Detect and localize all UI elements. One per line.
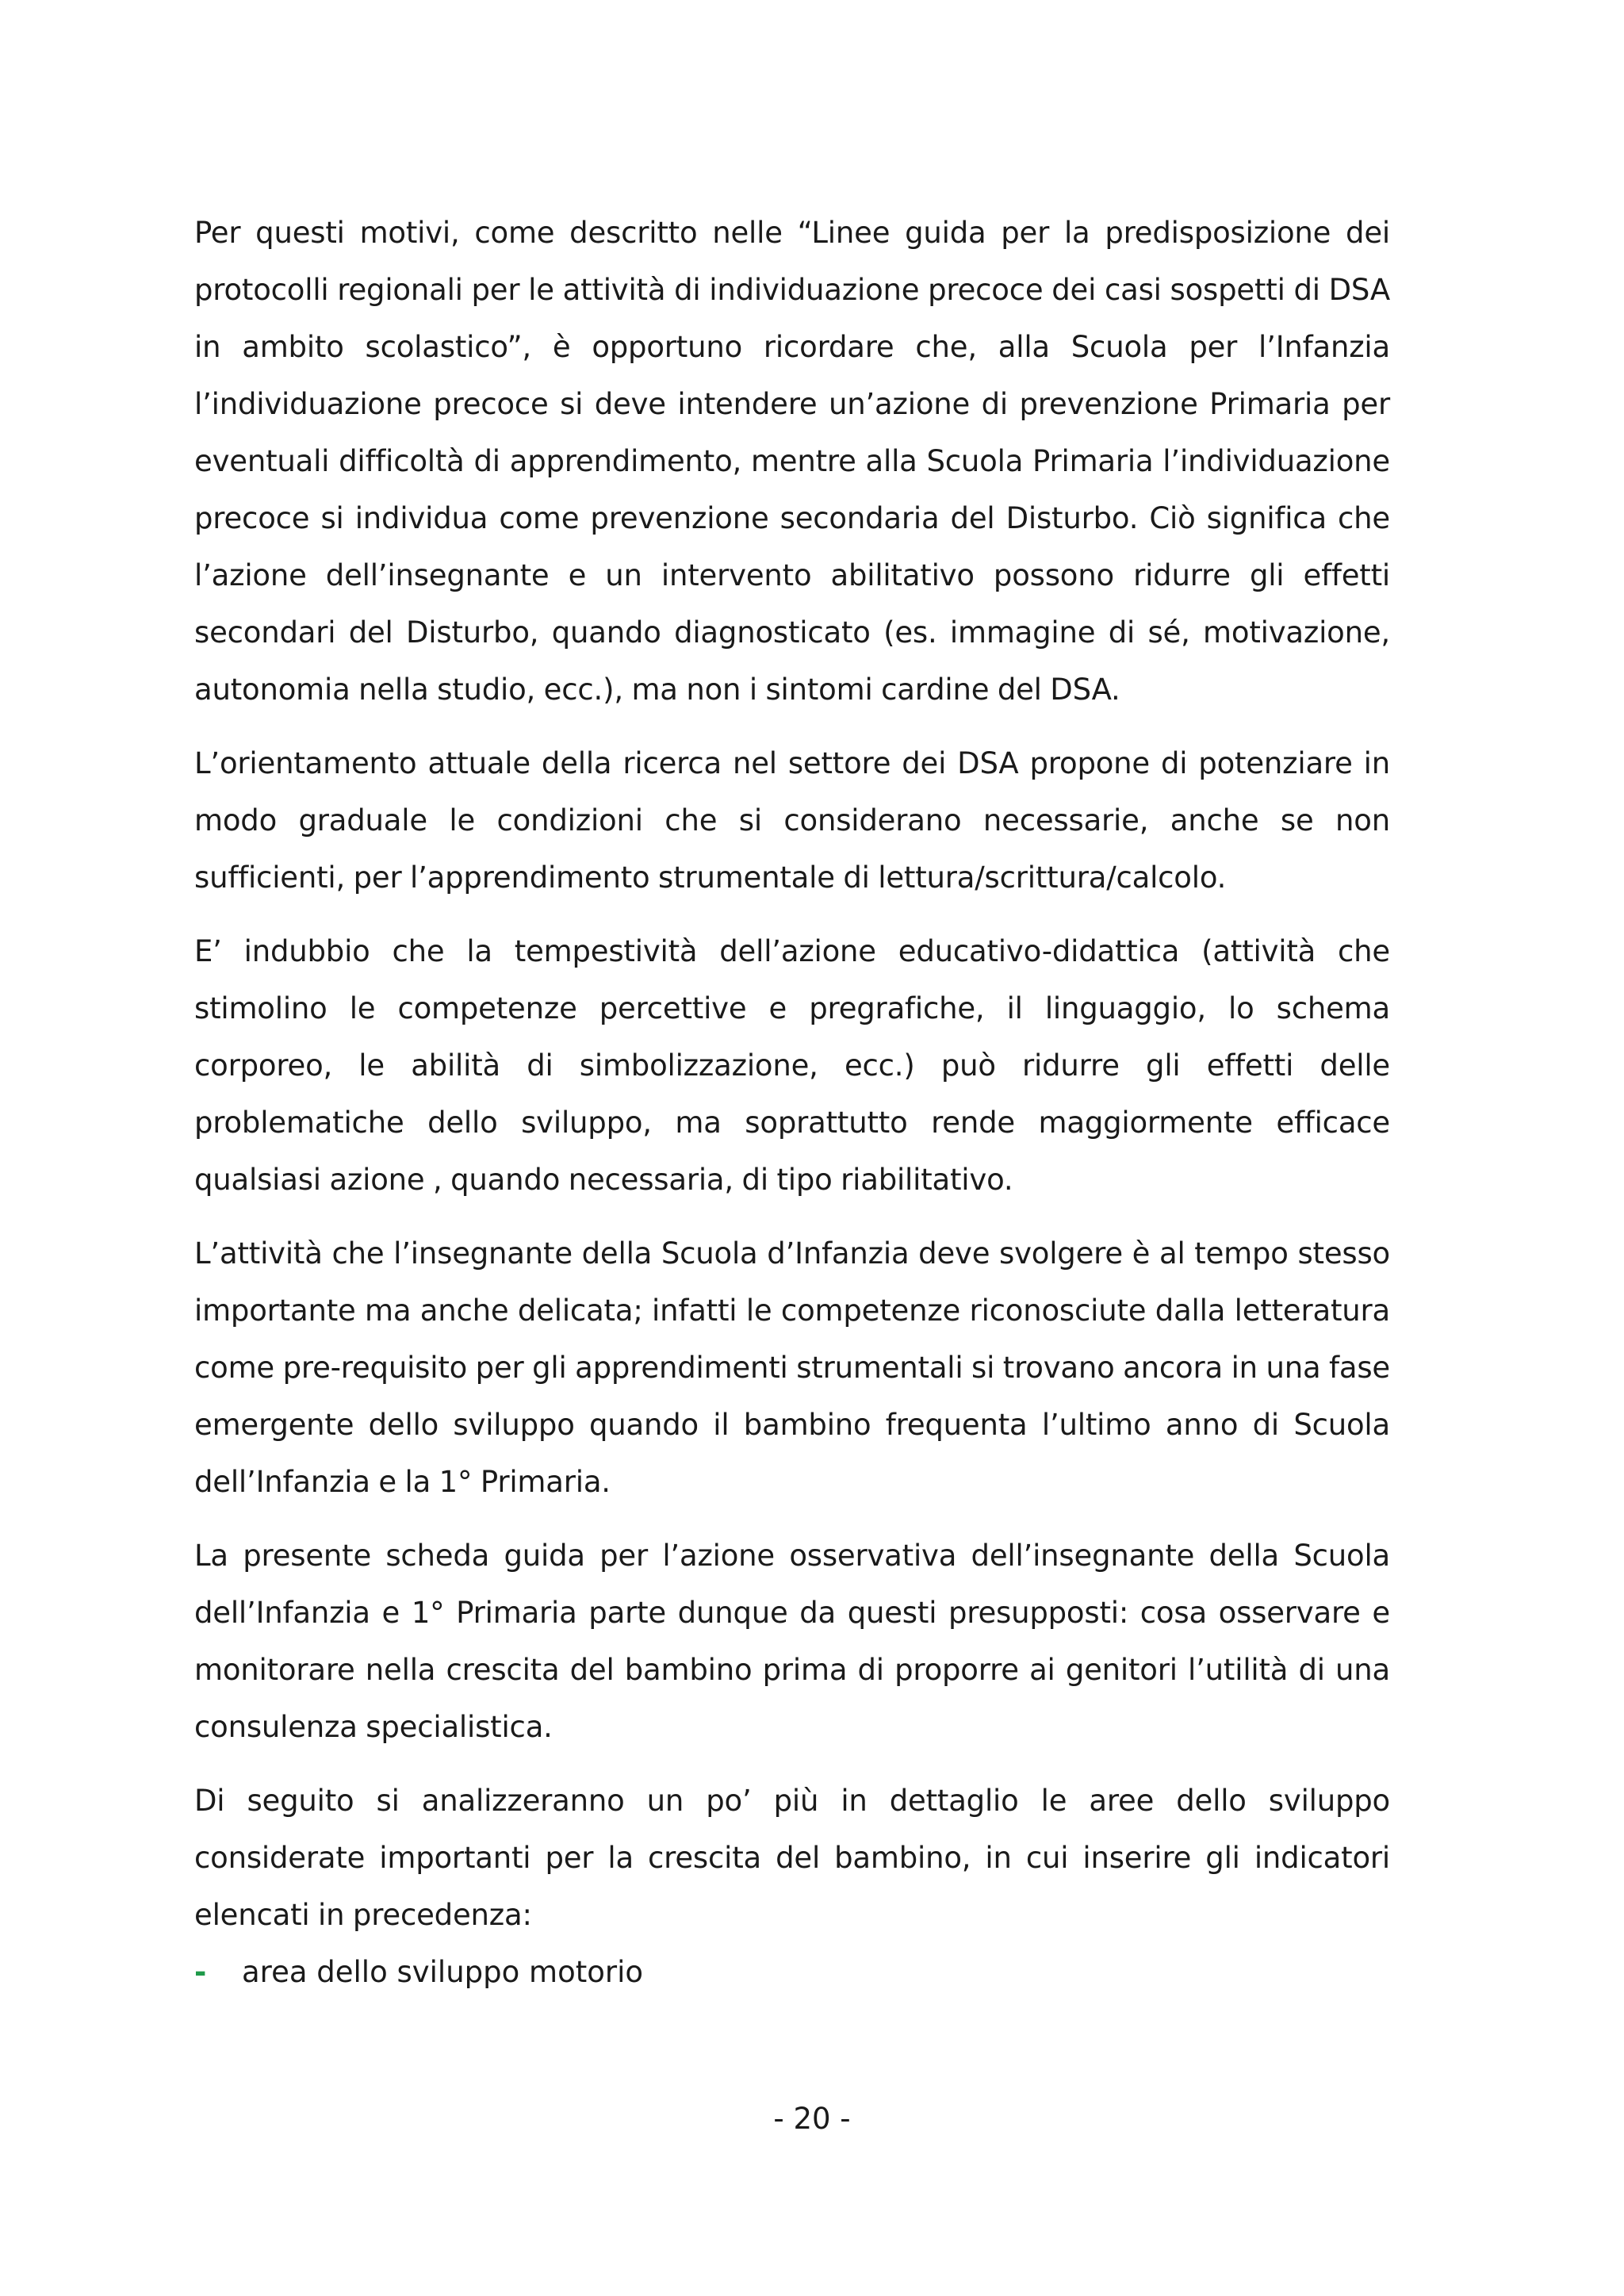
list-item-text: area dello sviluppo motorio <box>242 1955 643 1989</box>
paragraph: La presente scheda guida per l’azione osservativa dell’insegnante della Scuola dell’Infanzia e 1° Primaria parte dunque da questi presupposti: cosa osservare e monitorare nella crescita del bambino prima di proporre ai genitori l’utilità di una consulenza specialistica. <box>194 1539 1390 1744</box>
paragraph: L’attività che l’insegnante della Scuola d’Infanzia deve svolgere è al tempo stesso importante ma anche delicata; infatti le competenze riconosciute dalla letteratura come pre-requisito per gli apprendimenti strumentali si trovano ancora in una fase emergente dello sviluppo quando il bambino frequenta l’ultimo anno di Scuola dell’Infanzia e la 1° Primaria. <box>194 1236 1390 1499</box>
page-number: - 20 - <box>773 2102 851 2136</box>
paragraph: E’ indubbio che la tempestività dell’azione educativo-didattica (attività che stimolino le competenze percettive e pregrafiche, il linguaggio, lo schema corporeo, le abilità di simbolizzazione, ecc.) può ridurre gli effetti delle problematiche dello sviluppo, ma soprattutto rende maggiormente efficace qualsiasi azione , quando necessaria, di tipo riabilitativo. <box>194 934 1390 1197</box>
list-item <box>194 1944 1390 2001</box>
paragraph: Per questi motivi, come descritto nelle “Linee guida per la predisposizione dei protocolli regionali per le attività di individuazione precoce dei casi sospetti di DSA in ambito scolastico”, è opportuno ricordare che, alla Scuola per l’Infanzia l’individuazione precoce si deve intendere un’azione di prevenzione Primaria per eventuali difficoltà di apprendimento, mentre alla Scuola Primaria l’individuazione precoce si individua come prevenzione secondaria del Disturbo. Ciò significa che l’azione dell’insegnante e un intervento abilitativo possono ridurre gli effetti secondari del Disturbo, quando diagnosticato (es. immagine di sé, motivazione, autonomia nella studio, ecc.), ma non i sintomi cardine del DSA. <box>194 216 1390 707</box>
paragraph: Di seguito si analizzeranno un po’ più in dettaglio le aree dello sviluppo considerate importanti per la crescita del bambino, in cui inserire gli indicatori elencati in precedenza: <box>194 1784 1390 1932</box>
bullet-list <box>194 1944 1390 2001</box>
paragraph: L’orientamento attuale della ricerca nel settore dei DSA propone di potenziare in modo graduale le condizioni che si considerano necessarie, anche se non sufficienti, per l’apprendimento strumentale di lettura/scrittura/calcolo. <box>194 746 1390 895</box>
page-body <box>194 205 1390 2001</box>
dash-bullet-icon: - <box>194 1955 207 1989</box>
